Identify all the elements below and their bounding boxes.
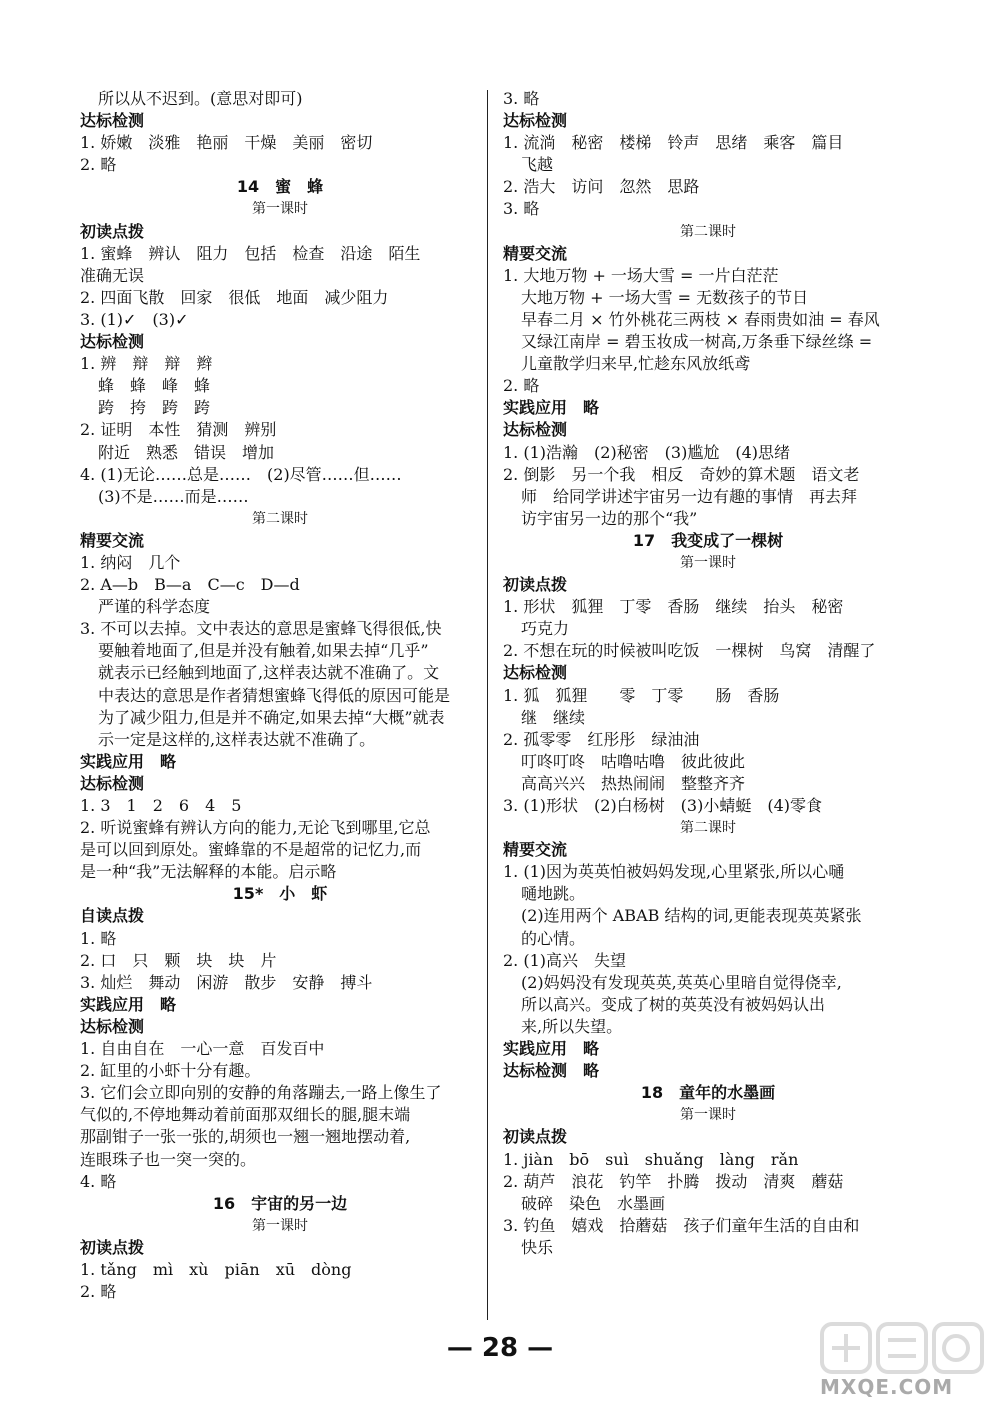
answer-line: (2)妈妈没有发现英英,英英心里暗自觉得侥幸, [521, 972, 842, 992]
answer-line: 巧克力 [521, 619, 570, 639]
answer-line: 第一课时 [680, 554, 736, 571]
answer-line: 就表示已经触到地面了,这样表达就不准确了。文 [98, 663, 440, 683]
answer-line: 3. 略 [503, 199, 540, 219]
answer-line: 2. 浩大 访问 忽然 思路 [503, 177, 700, 197]
section-heading: 17 我变成了一棵树 [632, 530, 784, 550]
answer-line: 是可以回到原处。蜜蜂靠的不是超常的记忆力,而 [80, 840, 422, 860]
answer-line: 1. jiàn bō suì shuǎng làng rǎn [503, 1149, 799, 1169]
answer-line: 严谨的科学态度 [98, 597, 211, 617]
answer-line: 2. 证明 本性 猜测 辨别 [80, 420, 277, 440]
answer-line: 气似的,不停地舞动着前面那双细长的腿,腿末端 [80, 1105, 411, 1125]
answer-line: 1. 蜜蜂 辨认 阻力 包括 检查 沿途 陌生 [80, 243, 421, 263]
answer-line: 1. 狐 狐狸 零 丁零 肠 香肠 [503, 685, 780, 705]
section-heading: 精要交流 [80, 530, 145, 550]
answer-line: 第二课时 [680, 820, 736, 837]
answer-line: 跨 挎 跨 跨 [98, 398, 211, 418]
section-heading: 达标检测 [80, 332, 145, 352]
section-heading: 实践应用 略 [503, 1039, 600, 1059]
answer-line: 早春二月 × 竹外桃花三两枝 × 春雨贵如油 = 春风 [521, 309, 880, 329]
section-heading: 精要交流 [503, 840, 568, 860]
right-column [503, 88, 913, 1259]
answer-line: 2. 口 只 颗 块 块 片 [80, 950, 277, 970]
answer-line: 2. 倒影 另一个我 相反 奇妙的算术题 语文老 [503, 464, 860, 484]
answer-line: 3. (1)形状 (2)白杨树 (3)小蜻蜓 (4)零食 [503, 796, 823, 815]
answer-line: 继 继续 [521, 707, 586, 727]
answer-line: 1. 流淌 秘密 楼梯 铃声 思绪 乘客 篇目 [503, 133, 844, 153]
answer-line: 2. 听说蜜蜂有辨认方向的能力,无论飞到哪里,它总 [80, 818, 431, 838]
answer-line: 2. (1)高兴 失望 [503, 950, 627, 970]
answer-line: 4. (1)无论……总是…… (2)尽管……但…… [80, 464, 402, 484]
left-column [80, 88, 480, 1303]
section-heading: 达标检测 [80, 1016, 145, 1036]
section-heading: 15* 小 虾 [232, 884, 328, 904]
answer-line: 2. 四面飞散 回家 很低 地面 减少阻力 [80, 287, 389, 307]
answer-line: 那副钳子一张一张的,胡须也一翘一翘地摆动着, [80, 1127, 411, 1147]
section-heading: 14 蜜 蜂 [236, 177, 324, 197]
section-heading: 达标检测 [503, 111, 568, 131]
answer-line: 1. 辨 辩 辩 辫 [80, 354, 213, 374]
answer-line: 1. 大地万物 + 一场大雪 = 一片白茫茫 [503, 265, 779, 285]
answer-line: 2. A—b B—a C—c D—d [80, 575, 300, 595]
section-heading: 自读点拨 [80, 906, 145, 926]
answer-line: 2. 略 [503, 376, 540, 396]
answer-line: 3. 略 [503, 89, 540, 108]
section-heading: 实践应用 略 [80, 751, 177, 771]
answer-line: 1. 娇嫩 淡雅 艳丽 干燥 美丽 密切 [80, 133, 373, 153]
answer-line: 2. 不想在玩的时候被叫吃饭 一棵树 鸟窝 清醒了 [503, 641, 876, 661]
answer-line: 为了减少阻力,但是并不确定,如果去掉“大概”就表 [98, 707, 445, 727]
answer-line: 1. 自由自在 一心一意 百发百中 [80, 1039, 325, 1059]
answer-line: 第一课时 [252, 1217, 308, 1234]
answer-line: 儿童散学归来早,忙趁东风放纸鸢 [521, 354, 751, 374]
answer-line: 所以从不迟到。(意思对即可) [98, 89, 303, 108]
answer-line: 1. (1)浩瀚 (2)秘密 (3)尴尬 (4)思绪 [503, 442, 791, 462]
answer-line: 2. 孤零零 红彤彤 绿油油 [503, 729, 700, 749]
section-heading: 初读点拨 [503, 575, 568, 595]
answer-line: 所以高兴。变成了树的英英没有被妈妈认出 [521, 994, 826, 1014]
answer-line: 1. 略 [80, 928, 117, 948]
answer-line: 3. 灿烂 舞动 闲游 散步 安静 搏斗 [80, 972, 373, 992]
answer-line: 2. 葫芦 浪花 钓竿 扑腾 拨动 清爽 蘑菇 [503, 1171, 844, 1191]
answer-line: 示一定是这样的,这样表达就不准确了。 [98, 729, 376, 749]
answer-line: 的心情。 [521, 928, 586, 948]
page-number: — 28 — [446, 1333, 554, 1363]
answer-line: 访宇宙另一边的那个“我” [521, 508, 698, 528]
section-heading: 达标检测 [503, 420, 568, 440]
answer-line: 要触着地面了,但是并没有触着,如果去掉“几乎” [98, 641, 429, 661]
answer-line: 大地万物 + 一场大雪 = 无数孩子的节日 [521, 287, 809, 307]
section-heading: 实践应用 略 [503, 398, 600, 418]
answer-line: 第一课时 [680, 1107, 736, 1124]
answer-line: 2. 略 [80, 155, 117, 175]
section-heading: 达标检测 [80, 111, 145, 131]
answer-line: (3)不是……而是…… [98, 486, 249, 506]
answer-line: 师 给同学讲述宇宙另一边有趣的事情 再去拜 [521, 486, 858, 506]
answer-line: 2. 缸里的小虾十分有趣。 [80, 1061, 261, 1081]
answer-line: 又绿江南岸 = 碧玉妆成一树高,万条垂下绿丝绦 = [521, 332, 873, 352]
answer-line: 2. 略 [80, 1282, 117, 1302]
section-heading: 16 宇宙的另一边 [212, 1193, 348, 1213]
answer-line: 3. (1)✓ (3)✓ [80, 309, 189, 329]
watermark-text: MXQE.COM [820, 1375, 954, 1399]
answer-line: 1. 纳闷 几个 [80, 552, 181, 572]
answer-line: 中表达的意思是作者猜想蜜蜂飞得低的原因可能是 [98, 685, 451, 705]
answer-line: 飞越 [521, 155, 554, 175]
answer-line: 连眼珠子也一突一突的。 [80, 1149, 257, 1169]
section-heading: 18 童年的水墨画 [640, 1083, 776, 1103]
answer-line: (2)连用两个 ABAB 结构的词,更能表现英英紧张 [521, 906, 862, 926]
answer-line: 1. 3 1 2 6 4 5 [80, 796, 242, 815]
section-heading: 实践应用 略 [80, 994, 177, 1014]
section-heading: 精要交流 [503, 243, 568, 263]
answer-line: 3. 钓鱼 嬉戏 拾蘑菇 孩子们童年生活的自由和 [503, 1215, 860, 1235]
section-heading: 初读点拨 [503, 1127, 568, 1147]
answer-line: 高高兴兴 热热闹闹 整整齐齐 [521, 773, 746, 793]
answer-line: 来,所以失望。 [521, 1016, 623, 1036]
column-divider [487, 90, 488, 1320]
answer-line: 快乐 [521, 1237, 554, 1257]
answer-line: 蜂 蜂 峰 蜂 [98, 376, 211, 396]
answer-line: 第二课时 [252, 510, 308, 527]
section-heading: 初读点拨 [80, 1237, 145, 1257]
answer-line: 第一课时 [252, 201, 308, 218]
section-heading: 达标检测 [80, 773, 145, 793]
answer-line: 破碎 染色 水墨画 [521, 1193, 666, 1213]
answer-line: 1. tǎng mì xù piān xū dòng [80, 1259, 352, 1279]
answer-line: 是一种“我”无法解释的本能。启示略 [80, 862, 337, 882]
section-heading: 达标检测 [503, 663, 568, 683]
answer-line: 1. (1)因为英英怕被妈妈发现,心里紧张,所以心嗵 [503, 862, 845, 882]
section-heading: 达标检测 略 [503, 1061, 600, 1081]
section-heading: 初读点拨 [80, 221, 145, 241]
answer-line: 嗵地跳。 [521, 884, 586, 904]
answer-line: 准确无误 [80, 265, 145, 285]
answer-line: 4. 略 [80, 1171, 117, 1191]
answer-line: 附近 熟悉 错误 增加 [98, 442, 275, 462]
answer-line: 3. 它们会立即向别的安静的角落蹦去,一路上像生了 [80, 1083, 442, 1103]
answer-line: 1. 形状 狐狸 丁零 香肠 继续 抬头 秘密 [503, 597, 844, 617]
answer-line: 3. 不可以去掉。文中表达的意思是蜜蜂飞得很低,快 [80, 619, 442, 639]
answer-line: 叮咚叮咚 咕噜咕噜 彼此彼此 [521, 751, 746, 771]
answer-line: 第二课时 [680, 223, 736, 240]
